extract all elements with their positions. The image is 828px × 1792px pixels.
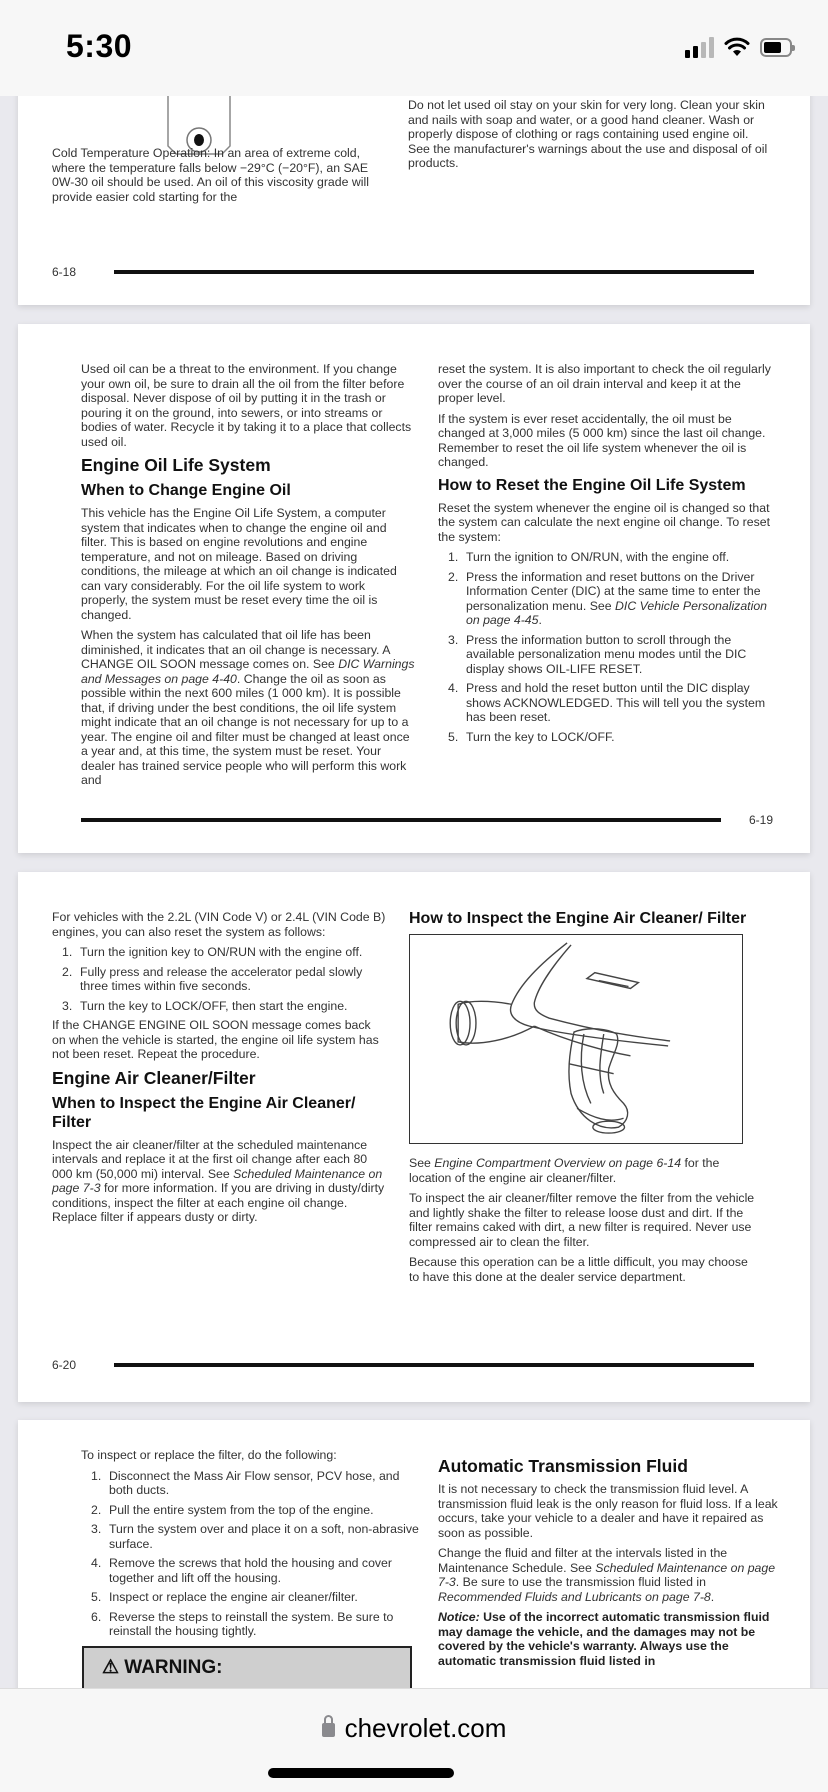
list-item — [91, 1522, 421, 1551]
list-item — [448, 730, 778, 745]
heading-how-to-reset: How to Reset the Engine Oil Life System — [438, 476, 746, 494]
step-text: Press the information and reset buttons on the Driver Information Center (DIC) at the same time to enter the personalization menu. See — [466, 569, 761, 613]
column-right — [438, 362, 778, 749]
footer-rule — [114, 270, 754, 274]
list-item — [91, 1590, 421, 1605]
text: See — [409, 1156, 435, 1170]
page-number: 6-19 — [749, 813, 774, 827]
heading-when-to-inspect: When to Inspect the Engine Air Cleaner/ Filter — [52, 1094, 356, 1131]
cross-reference-link[interactable]: Scheduled Maintenance on page 7-3 — [438, 1560, 776, 1589]
reset-intro-paragraph: Reset the system whenever the engine oil is changed so that the system can calculate the next engine oil change. To reset the system: — [438, 500, 770, 544]
step-text: Turn the key to LOCK/OFF. — [466, 729, 615, 744]
inspect-interval-paragraph — [52, 1138, 386, 1225]
list-item — [62, 945, 386, 960]
list-item — [91, 1610, 421, 1639]
heading-engine-air-cleaner: Engine Air Cleaner/Filter — [52, 1067, 256, 1088]
step-number: 1. — [91, 1468, 102, 1483]
step-number: 4. — [448, 681, 459, 695]
oil-life-system-paragraph: This vehicle has the Engine Oil Life System, a computer system that indicates when to change the engine oil and filter. This is based on engine revolutions and engine temperature, and not on mileage. Based on driving conditions, the mileage at which an oil change is indicated can vary considerably. For the oil life system to work properly, the system must be reset every time the oil is changed. — [81, 506, 397, 622]
column-left — [52, 146, 372, 210]
warning-title: ⚠ WARNING: — [102, 1657, 223, 1678]
inspect-replace-intro: To inspect or replace the filter, do the following: — [81, 1448, 337, 1462]
step-number: 1. — [448, 550, 459, 564]
cross-reference-link[interactable]: Recommended Fluids and Lubricants on page 7-8 — [438, 1589, 711, 1604]
step-number: 5. — [448, 729, 459, 744]
step-text: Press and hold the reset button until the DIC display shows ACKNOWLEDGED. This will tell you the system has been reset. — [466, 681, 766, 724]
notice-text: Use of the incorrect automatic transmission fluid may damage the vehicle, and the damages may not be covered by the vehicle's warranty. Always use the automatic transmission fluid listed in — [438, 1610, 770, 1668]
list-item — [91, 1556, 421, 1585]
step-text: Pull the entire system from the top of the engine. — [109, 1502, 374, 1517]
cross-reference-link[interactable]: Scheduled Maintenance on page 7-3 — [52, 1166, 383, 1195]
step-number: 2. — [62, 964, 73, 979]
text: for more information. If you are driving in dusty/dirty conditions, inspect the filter at each engine oil change. Replace filter if appears dusty or dirty. — [52, 1181, 385, 1224]
alt-reset-steps-list — [62, 945, 386, 1013]
status-time: 5:30 — [66, 28, 133, 64]
pdf-page-6-20 — [18, 872, 810, 1402]
heading-engine-oil-life-system: Engine Oil Life System — [81, 455, 271, 475]
step-text: Turn the ignition key to ON/RUN with the engine off. — [80, 945, 363, 959]
step-text: Turn the system over and place it on a soft, non-abrasive surface. — [109, 1522, 419, 1551]
list-item — [91, 1469, 421, 1498]
text: Change the fluid and filter at the intervals listed in the Maintenance Schedule. See — [438, 1546, 728, 1575]
list-item — [62, 999, 386, 1014]
cross-reference-link[interactable]: Engine Compartment Overview on page 6-14 — [434, 1156, 682, 1170]
notice-label: Notice: — [438, 1610, 480, 1624]
cross-reference-link[interactable]: DIC Vehicle Personalization on page 4-45 — [466, 598, 767, 627]
difficult-operation-paragraph: Because this operation can be a little difficult, you may choose to have this done at the dealer service department. — [409, 1255, 748, 1284]
not-necessary-paragraph: It is not necessary to check the transmission fluid level. A transmission fluid leak is the only reason for fluid loss. If a leak occurs, take your vehicle to a dealer and have it repaired as soon as possible. — [438, 1482, 778, 1540]
column-left — [81, 1448, 421, 1644]
text: . Be sure to use the transmission fluid listed in — [455, 1575, 706, 1589]
column-left — [52, 910, 386, 1231]
step-number: 1. — [62, 945, 73, 959]
step-number: 3. — [91, 1522, 102, 1536]
to-inspect-paragraph: To inspect the air cleaner/filter remove the filter from the vehicle and lightly shake the filter to release loose dust and dirt. If the filter remains caked with dirt, a new filter is required. Never use compressed air to clean the filter. — [409, 1191, 755, 1249]
url-text: chevrolet.com — [344, 1713, 507, 1743]
message-comes-back-paragraph: If the CHANGE ENGINE OIL SOON message comes back on when the vehicle is started, the engine oil life system has not been reset. Repeat the procedure. — [52, 1018, 379, 1061]
pdf-page-6-21 — [18, 1420, 810, 1720]
step-text: Disconnect the Mass Air Flow sensor, PCV hose, and both ducts. — [109, 1468, 400, 1497]
heading-how-to-inspect: How to Inspect the Engine Air Cleaner/ Filter — [409, 910, 747, 927]
list-item — [91, 1503, 421, 1518]
list-item — [448, 550, 778, 565]
list-item — [448, 570, 778, 628]
step-text: . — [538, 613, 542, 627]
cross-reference-link[interactable]: DIC Warnings and Messages on page 4-40 — [81, 657, 415, 686]
text: . Change the oil as soon as possible within the next 600 miles (1 000 km). It is possible that, if driving under the best conditions, the oil life system might indicate that an oil change is not necessary for up to a year. The engine oil and filter must be changed at least once a year and, at this time, the system must be reset. Your dealer has trained service people who will perform this work and — [81, 671, 410, 787]
reset-continued-paragraph: reset the system. It is also important to check the oil regularly over the course of an oil drain interval and keep it at the proper level. — [438, 362, 771, 405]
browser-address-bar[interactable] — [0, 1688, 828, 1792]
heading-automatic-transmission-fluid: Automatic Transmission Fluid — [438, 1456, 688, 1476]
step-text: Inspect or replace the engine air cleaner/filter. — [109, 1590, 358, 1604]
step-number: 3. — [62, 998, 73, 1013]
step-number: 2. — [91, 1502, 102, 1517]
step-text: Fully press and release the accelerator pedal slowly three times within five seconds. — [80, 964, 363, 993]
see-overview-paragraph — [409, 1156, 759, 1185]
step-text: Press the information button to scroll through the available personalization menu modes until the DIC display shows OIL-LIFE RESET. — [466, 632, 747, 676]
step-text: Turn the key to LOCK/OFF, then start the engine. — [80, 998, 348, 1013]
engine-air-cleaner-illustration — [410, 935, 742, 1143]
column-right — [409, 907, 759, 1290]
step-number: 3. — [448, 632, 459, 647]
column-right — [408, 98, 768, 177]
step-number: 4. — [91, 1556, 102, 1570]
column-left — [81, 362, 415, 794]
list-item — [448, 633, 778, 677]
battery-icon — [760, 38, 792, 57]
wifi-icon — [724, 37, 750, 57]
heading-when-to-change-oil: When to Change Engine Oil — [81, 482, 291, 499]
replace-filter-steps-list — [91, 1469, 421, 1639]
step-text: Turn the ignition to ON/RUN, with the engine off. — [466, 550, 730, 564]
cold-temperature-paragraph: Cold Temperature Operation: In an area of extreme cold, where the temperature falls below −29°C (−20°F), an SAE 0W-30 oil should be used. An oil of this viscosity grade will provide easier cold starting for the — [52, 146, 369, 204]
accidental-reset-paragraph: If the system is ever reset accidentally, the oil must be changed at 3,000 miles (5 000 km) since the last oil change. Remember to reset the oil life system whenever the oil is changed. — [438, 411, 766, 469]
text: Inspect the air cleaner/filter at the scheduled maintenance intervals and replace it at the first oil change after each 80 000 km (50,000 mi) interval. See — [52, 1137, 368, 1181]
pdf-page-6-19 — [18, 324, 810, 853]
step-number: 6. — [91, 1609, 102, 1624]
footer-rule — [114, 1363, 754, 1367]
step-text: Remove the screws that hold the housing and cover together and lift off the housing. — [109, 1556, 392, 1585]
page-number: 6-20 — [52, 1358, 77, 1372]
engine-air-cleaner-figure — [409, 934, 743, 1144]
reset-steps-list — [448, 550, 778, 744]
status-icons — [685, 36, 792, 58]
step-text: Reverse the steps to reinstall the system. Be sure to reinstall the housing tightly. — [109, 1609, 394, 1638]
list-item — [62, 965, 386, 994]
text: . — [710, 1589, 715, 1604]
text: When the system has calculated that oil life has been diminished, it indicates that an oil change is necessary. A CHANGE OIL SOON message comes on. See — [81, 628, 390, 671]
text: for the location of the engine air cleaner/filter. — [409, 1156, 720, 1185]
home-indicator-area — [0, 1761, 828, 1781]
column-right — [438, 1452, 783, 1674]
home-indicator[interactable] — [268, 1768, 454, 1778]
cellular-signal-icon — [685, 36, 714, 58]
vin-code-paragraph: For vehicles with the 2.2L (VIN Code V) or 2.4L (VIN Code B) engines, you can also reset the system as follows: — [52, 910, 386, 939]
url-field[interactable] — [0, 1713, 828, 1744]
list-item — [448, 681, 778, 725]
footer-rule — [81, 818, 721, 822]
lock-icon — [322, 1723, 335, 1737]
page-number: 6-18 — [52, 265, 77, 279]
oil-change-necessary-paragraph — [81, 628, 415, 788]
status-bar — [0, 0, 828, 96]
step-number: 2. — [448, 569, 459, 584]
used-oil-paragraph: Used oil can be a threat to the environment. If you change your own oil, be sure to drain all the oil from the filter before disposal. Never dispose of oil by putting it in the trash or pouring it on the ground, into sewers, or into streams or bodies of water. Recycle it by taking it to a place that collects used oil. — [81, 362, 412, 449]
skin-warning-paragraph: Do not let used oil stay on your skin for very long. Clean your skin and nails with soap and water, or a good hand cleaner. Wash or properly dispose of clothing or rags containing used engine oil. See the manufacturer's warnings about the use and disposal of oil products. — [408, 98, 768, 170]
step-number: 5. — [91, 1590, 102, 1604]
notice-paragraph — [438, 1610, 783, 1668]
change-fluid-paragraph — [438, 1546, 783, 1604]
